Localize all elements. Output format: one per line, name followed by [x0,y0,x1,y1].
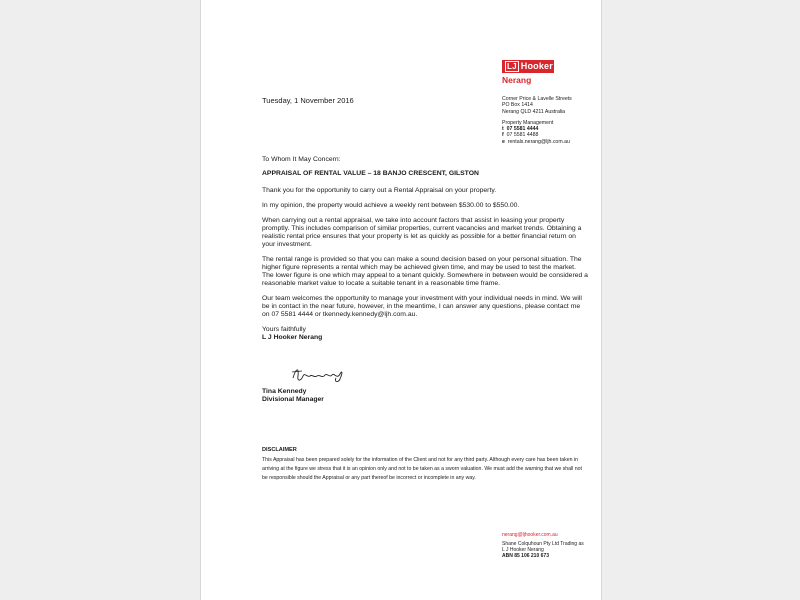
paragraph-3: When carrying out a rental appraisal, we take into account factors that assist in leasing your property promptly. This includes comparison of similar properties, current vacancies and market trends. Obtaining a realistic rental price ensures that your property is let as quickly as possible for a better financial return on your investment. [262,217,582,248]
disclaimer-text: This Appraisal has been prepared solely for the information of the Client and not for any third party. Although every care has been taken in arriving at the figure we stress that it is an opinion only and not to be taken as a sworn valuation. We must add the warning that we shall not be responsible should the Appraisal or any part thereof be incorrect or incomplete in any way. [262,457,582,481]
ljhooker-logo [502,60,554,85]
footer-block [502,532,584,559]
footer-line-2: L J Hooker Nerang [502,547,544,553]
subject-line: APPRAISAL OF RENTAL VALUE – 18 BANJO CRESCENT, GILSTON [262,170,479,177]
address-line-3: Nerang QLD 4211 Australia [502,108,566,115]
logo-brand-name: Hooker [520,61,553,71]
letter-body [262,156,588,342]
disclaimer-block [262,446,588,483]
logo-lj: LJ [507,62,517,71]
footer-line-1: Shane Colquhoun Pty Ltd Trading as [502,541,584,547]
fax-label: f [502,132,504,139]
company-name: L J Hooker Nerang [262,334,323,341]
footer-email: nerang@ljhooker.com.au [502,532,558,538]
email-value: rentals.nerang@ljh.com.au [507,138,570,145]
signer-name: Tina Kennedy [262,388,307,395]
email-row [502,139,572,145]
address-line-1: Corner Price & Lavelle Streets [502,96,572,102]
logo-bar [502,60,554,73]
closing: Yours faithfully [262,326,306,333]
salutation: To Whom It May Concern: [262,156,341,163]
fax-value: 07 5581 4488 [506,132,539,139]
signer-block [262,388,324,404]
paragraph-4: The rental range is provided so that you can make a sound decision based on your personal situation. The higher figure represents a rental which may be achieved given time, and may be used to test the market. The lower figure is one which may appeal to a tenant quickly. Somewhere in between would be considered a reasonable market value to locate a suitable tenant in a reasonable time frame. [262,256,588,287]
signer-title: Divisional Manager [262,396,324,403]
paragraph-2: In my opinion, the property would achieve a weekly rent between $530.00 to $550.00. [262,202,520,209]
logo-office: Nerang [502,75,532,85]
phone-label: t [502,126,504,133]
disclaimer-heading: DISCLAIMER [262,447,297,453]
footer-abn: ABN 85 106 210 673 [502,553,549,559]
email-label: e [502,138,505,145]
address-line-2: PO Box 1414 [502,102,533,109]
paragraph-1: Thank you for the opportunity to carry out a Rental Appraisal on your property. [262,187,497,194]
department: Property Management [502,119,554,126]
paragraph-5: Our team welcomes the opportunity to manage your investment with your individual needs in mind. We will be in contact in the near future, however, in the meantime, I can answer any questions, please contact me on 07 5581 4444 or tkennedy.kennedy@ljh.com.au. [262,295,582,318]
phone-value: 07 5581 4444 [506,126,539,133]
letter-date: Tuesday, 1 November 2016 [262,96,354,105]
signature-image [290,362,346,386]
office-address-block [502,96,572,145]
